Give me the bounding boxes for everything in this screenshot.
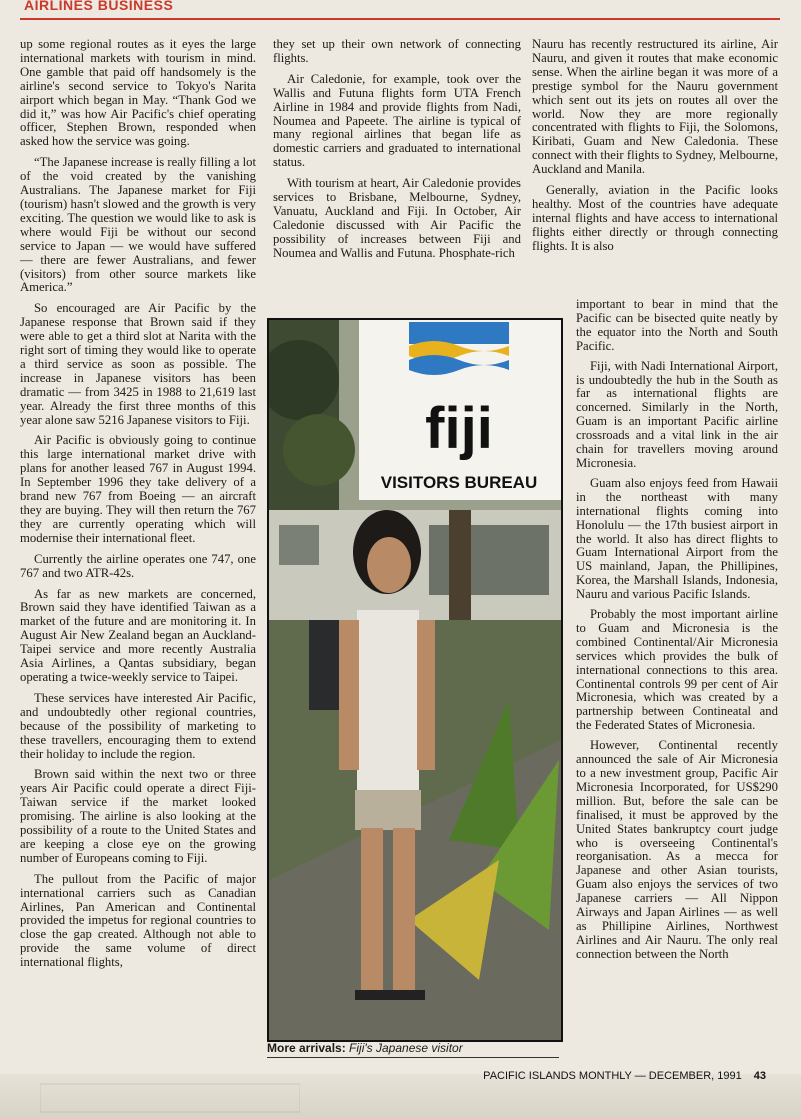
article-column-3-continued	[576, 298, 778, 968]
article-column-1	[20, 38, 256, 977]
paragraph: As far as new markets are concerned, Brown said they have identified Taiwan as a market of the future and are monitoring it. In August Air New Zealand began an Auckland-Taipei service and more recently Australia Asia Airlines, a Qantas subsidiary, began operating a twice-weekly service to Taipei.	[20, 586, 256, 684]
caption-lead: More arrivals:	[267, 1041, 346, 1055]
paragraph: Guam also enjoys feed from Hawaii in the northeast with many international flights coming into Honolulu — the 17th busiest airport in the world. It also has direct flights to Guam International Airport from the US mainland, Japan, the Phillipines, Korea, the Marshall Islands, Indonesia, Nauru and various Pacific Islands.	[576, 475, 778, 602]
page-number: 43	[753, 1070, 766, 1082]
paragraph: Probably the most important airline to Guam and Micronesia is the combined Continental/Air Micronesia services which provides the bulk of international connections to this area. Continental controls 99 per cent of Air Micronesia, which was created by a partnership between Contineatal and the Federated States of Micronesia.	[576, 607, 778, 733]
sign-brand: fiji	[425, 396, 493, 461]
paragraph: So encouraged are Air Pacific by the Japanese response that Brown said if they were able to get a third slot at Narita with the right sort of timing they would like to operate a third service as soon as possible. The increase in Japanese visitors has been dramatic — from 3425 in 1988 to 21,619 last year. Already the first three months of this year alone saw 5216 Japanese visitors to Fiji.	[20, 301, 256, 427]
paragraph: important to bear in mind that the Pacific can be bisected quite neatly by the equator into the North and South Pacific.	[576, 297, 778, 353]
paragraph: up some regional routes as it eyes the large international markets with tourism in mind. One gamble that paid off handsomely is the airline's second service to Tokyo's Narita airport which began in May. “Thank God we did it,” was how Air Pacific's chief operating officer, Stephen Brown, responded when asked how the service was going.	[20, 37, 256, 149]
paragraph: Currently the airline operates one 747, one 767 and two ATR-42s.	[20, 551, 256, 580]
paragraph: Air Caledonie, for example, took over the Wallis and Futuna flights form UTA French Airline in 1984 and provide flights from Nadi, Noumea and Papeete. The airline is typical of many regional airlines that began life as domestic carriers and graduated to international status.	[273, 71, 521, 170]
sign-caption: VISITORS BUREAU	[380, 473, 538, 492]
paragraph: Brown said within the next two or three years Air Pacific could operate a direct Fiji-Taiwan service if the market looked promising. The airline is also looking at the possibility of a route to the United States and are keeping a close eye on the growing number of Europeans coming to Fiji.	[20, 767, 256, 865]
paragraph: The pullout from the Pacific of major international carriers such as Canadian Airlines, Pan American and Continental provided the impetus for regional countries to close the gap created. Although not able to provide the same volume of direct international flights,	[20, 871, 256, 970]
paragraph: Nauru has recently restructured its airline, Air Nauru, and given it routes that make economic sense. When the airline began it was more of a prestige symbol for the Nauru government which sent out its jets on routes all over the world. Now they are more regionally concentrated with flights to Fiji, the Solomons, Kiribati, Guam and New Caledonia. These connect with their flights to Sydney, Melbourne, Auckland and Manila.	[532, 37, 778, 177]
paragraph: they set up their own network of connecting flights.	[273, 37, 521, 65]
paragraph: “The Japanese increase is really filling a lot of the void created by the vanishing Australians. The Japanese market for Fiji (tourism) hasn't slowed and the growth is very exciting. The question we would like to ask is where would Fiji be without our second service to Japan — we would have suffered — there are fewer Australians, and fewer (visitors) from other source markets like America.”	[20, 155, 256, 295]
publication-line: PACIFIC ISLANDS MONTHLY — DECEMBER, 1991	[483, 1070, 742, 1082]
paragraph: Air Pacific is obviously going to continue this large international market drive with plans for another leased 767 in August 1994. In September 1996 they take delivery of a brand new 767 from Boeing — an aircraft they are buying. They will then return the 767 they are currently operating which will modernise their international fleet.	[20, 433, 256, 545]
article-column-2	[273, 38, 521, 268]
paragraph: These services have interested Air Pacific, and undoubtedly other regional countries, because of the possibility of marketing to these travellers, encouraging them to extend their holiday to include the region.	[20, 690, 256, 761]
paragraph: With tourism at heart, Air Caledonie provides services to Brisbane, Melbourne, Sydney, Vanuatu, Auckland and Fiji. In October, Air Caledonie discussed with Air Pacific the possibility of increases between Fiji and Noumea and Wallis and Futuna. Phosphate-rich	[273, 176, 521, 260]
paragraph: Fiji, with Nadi International Airport, is undoubtedly the hub in the South as far as international flights are concerned. Similarly in the North, Guam is an important Pacific airline crossroads and a vital link in the air chain for travellers moving around Micronesia.	[576, 358, 778, 470]
section-title: AIRLINES BUSINESS	[24, 0, 174, 13]
article-column-3	[532, 38, 778, 261]
section-header	[20, 0, 780, 20]
footer-text	[483, 1070, 766, 1082]
caption-text: Fiji's Japanese visitor	[349, 1041, 463, 1055]
paragraph: Generally, aviation in the Pacific looks healthy. Most of the countries have adequate internal flights and have access to international flights either directly or through connecting flights. It is also	[532, 183, 778, 253]
page-footer	[20, 1068, 780, 1119]
photo-caption	[267, 1041, 559, 1058]
paragraph: However, Continental recently announced the sale of Air Micronesia to a new investment group, Pacific Air Micronesia Incorporated, for US$290 million. But, before the sale can be finalised, it must be approved by the United States bankruptcy court judge who is overseeing Continental's reorganisation. As a mecca for Japanese and other Asian tourists, Guam also enjoys the services of two Japanese carriers — All Nippon Airways and Japan Airlines — as well as Phillipine Airlines, Northwest Airlines and Air Nauru. The only real connection between the North	[576, 738, 778, 961]
article-photo	[267, 318, 563, 1042]
